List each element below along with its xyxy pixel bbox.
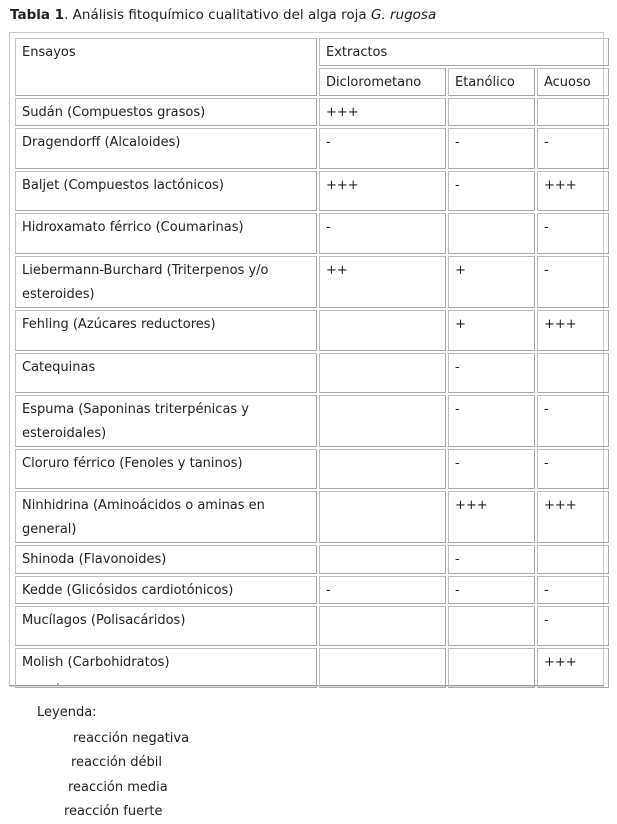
result-cell: - bbox=[537, 395, 609, 447]
result-cell: - bbox=[448, 545, 535, 574]
assay-cell: Espuma (Saponinas triterpénicas y esteroidales) bbox=[15, 395, 317, 447]
result-cell: - bbox=[319, 576, 446, 604]
table-row bbox=[15, 171, 609, 211]
table-caption bbox=[10, 7, 436, 23]
result-cell: - bbox=[537, 213, 609, 254]
assay-cell: Molish (Carbohidratos) bbox=[15, 648, 317, 688]
result-cell: - bbox=[537, 128, 609, 169]
result-cell bbox=[537, 545, 609, 574]
result-cell: + bbox=[448, 310, 535, 351]
results-table-frame bbox=[9, 32, 604, 686]
result-cell bbox=[319, 648, 446, 688]
result-cell bbox=[537, 353, 609, 393]
table-row bbox=[15, 128, 609, 169]
caption-species: G. rugosa bbox=[370, 7, 437, 23]
legend-text: reacción débil bbox=[71, 755, 162, 770]
result-cell: - bbox=[537, 606, 609, 646]
result-cell: + bbox=[448, 256, 535, 308]
result-cell: +++ bbox=[537, 171, 609, 211]
legend-text: reacción fuerte bbox=[64, 804, 163, 819]
header-col-acuoso: Acuoso bbox=[537, 68, 609, 96]
result-cell: - bbox=[448, 576, 535, 604]
result-cell bbox=[319, 310, 446, 351]
table-row bbox=[15, 648, 609, 688]
result-cell bbox=[319, 395, 446, 447]
legend-title: Leyenda: bbox=[37, 705, 97, 720]
assay-cell: Fehling (Azúcares reductores) bbox=[15, 310, 317, 351]
assay-cell: Dragendorff (Alcaloides) bbox=[15, 128, 317, 169]
header-col-etanolico: Etanólico bbox=[448, 68, 535, 96]
result-cell bbox=[319, 449, 446, 489]
caption-text: . Análisis fitoquímico cualitativo del alga roja bbox=[64, 7, 371, 23]
assay-cell: Catequinas bbox=[15, 353, 317, 393]
table-row bbox=[15, 576, 609, 604]
result-cell: - bbox=[448, 128, 535, 169]
legend-text: reacción media bbox=[68, 780, 168, 795]
result-cell: +++ bbox=[319, 98, 446, 126]
assay-cell: Mucílagos (Polisacáridos) bbox=[15, 606, 317, 646]
result-cell: - bbox=[448, 395, 535, 447]
result-cell: - bbox=[537, 256, 609, 308]
table-row bbox=[15, 98, 609, 126]
result-cell: ++ bbox=[319, 256, 446, 308]
result-cell bbox=[448, 213, 535, 254]
table-row bbox=[15, 256, 609, 308]
header-extracts: Extractos bbox=[319, 38, 609, 66]
assay-cell: Liebermann-Burchard (Triterpenos y/o esteroides) bbox=[15, 256, 317, 308]
table-row bbox=[15, 449, 609, 489]
header-assays: Ensayos bbox=[15, 38, 317, 96]
assay-cell: Ninhidrina (Aminoácidos o aminas en general) bbox=[15, 491, 317, 543]
legend-text: reacción negativa bbox=[73, 731, 190, 746]
result-cell bbox=[448, 606, 535, 646]
table-row bbox=[15, 606, 609, 646]
result-cell bbox=[448, 98, 535, 126]
assay-cell: Hidroxamato férrico (Coumarinas) bbox=[15, 213, 317, 254]
table-row bbox=[15, 395, 609, 447]
table-row bbox=[15, 491, 609, 543]
caption-label: Tabla 1 bbox=[10, 7, 65, 23]
result-cell: - bbox=[448, 171, 535, 211]
assay-cell: Cloruro férrico (Fenoles y taninos) bbox=[15, 449, 317, 489]
result-cell: +++ bbox=[448, 491, 535, 543]
result-cell: - bbox=[537, 449, 609, 489]
result-cell: +++ bbox=[537, 310, 609, 351]
result-cell bbox=[537, 98, 609, 126]
table-row bbox=[15, 545, 609, 574]
assay-cell: Sudán (Compuestos grasos) bbox=[15, 98, 317, 126]
result-cell: +++ bbox=[319, 171, 446, 211]
results-table bbox=[13, 36, 611, 690]
header-col-diclorometano: Diclorometano bbox=[319, 68, 446, 96]
assay-cell: Kedde (Glicósidos cardiotónicos) bbox=[15, 576, 317, 604]
table-row bbox=[15, 353, 609, 393]
result-cell: +++ bbox=[537, 648, 609, 688]
assay-cell: Shinoda (Flavonoides) bbox=[15, 545, 317, 574]
table-row bbox=[15, 310, 609, 351]
result-cell: +++ bbox=[537, 491, 609, 543]
result-cell: - bbox=[448, 353, 535, 393]
result-cell bbox=[319, 606, 446, 646]
result-cell bbox=[319, 491, 446, 543]
result-cell: - bbox=[319, 128, 446, 169]
decorative-dot bbox=[57, 683, 59, 685]
result-cell bbox=[319, 545, 446, 574]
result-cell: - bbox=[319, 213, 446, 254]
result-cell bbox=[319, 353, 446, 393]
table-row bbox=[15, 213, 609, 254]
result-cell bbox=[448, 648, 535, 688]
assay-cell: Baljet (Compuestos lactónicos) bbox=[15, 171, 317, 211]
result-cell: - bbox=[537, 576, 609, 604]
result-cell: - bbox=[448, 449, 535, 489]
